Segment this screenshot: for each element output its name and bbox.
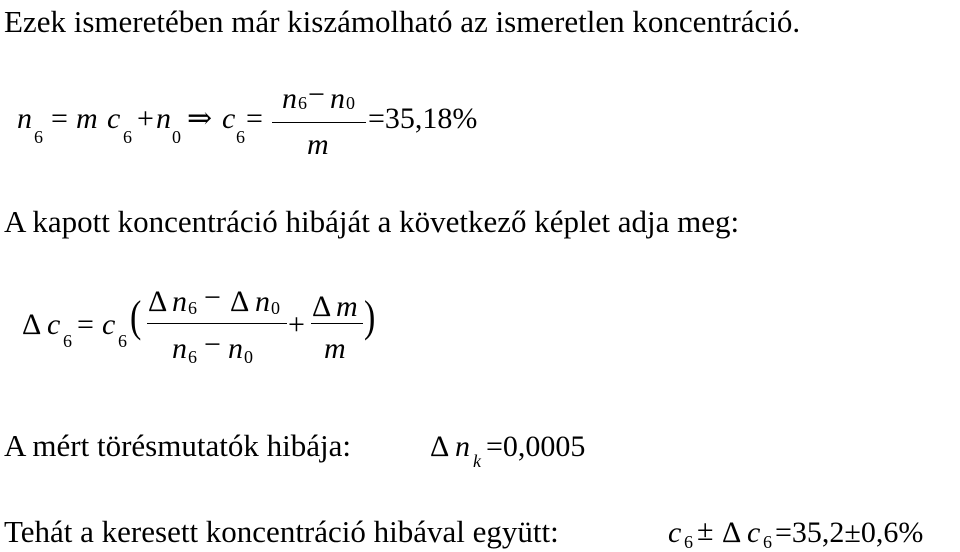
eq1-fraction-bar bbox=[272, 122, 366, 123]
eq1-num-minus: − bbox=[308, 78, 325, 111]
eq1-c-lhs: c bbox=[222, 102, 236, 135]
eq1-equals-2: = bbox=[246, 102, 263, 135]
eq2-fraction-bar-2 bbox=[311, 323, 363, 324]
eq1-sub-6b: 6 bbox=[123, 127, 132, 147]
eq2-num-n6: n bbox=[172, 285, 187, 318]
eq2-num-m: m bbox=[336, 290, 358, 323]
eq1-c: c bbox=[107, 102, 121, 135]
eq4-sub-6: 6 bbox=[684, 532, 693, 552]
eq2-sub-6b: 6 bbox=[118, 331, 127, 351]
eq1-den-m: m bbox=[307, 128, 329, 161]
error-intro-text: A kapott koncentráció hibáját a következő képlet adja meg: bbox=[4, 204, 740, 239]
eq2-num-sub-6: 6 bbox=[188, 298, 197, 318]
refr-label: A mért törésmutatók hibája: bbox=[4, 428, 351, 463]
eq4-c-2: c bbox=[747, 516, 761, 549]
eq4-c: c bbox=[668, 516, 682, 549]
eq2-left-paren: ( bbox=[130, 293, 142, 342]
eq2-den-minus: − bbox=[204, 328, 221, 361]
eq1-n0: n bbox=[156, 102, 171, 135]
eq2-sub-6: 6 bbox=[63, 331, 72, 351]
eq4-pm: ± bbox=[697, 514, 714, 547]
eq2-right-paren: ) bbox=[364, 293, 376, 342]
eq1-sub-6: 6 bbox=[34, 127, 43, 147]
eq3-sub-k: k bbox=[473, 451, 481, 471]
eq1-n: n bbox=[17, 102, 32, 135]
eq3-n: n bbox=[455, 430, 470, 463]
eq1-sub-6c: 6 bbox=[236, 127, 245, 147]
eq2-num-sub-0: 0 bbox=[271, 298, 280, 318]
eq1-m: m bbox=[76, 102, 98, 135]
eq1-sub-0: 0 bbox=[172, 127, 181, 147]
eq4-value: =35,2±0,6% bbox=[775, 516, 924, 549]
eq2-num-n0: n bbox=[255, 285, 270, 318]
eq2-num-delta-2: Δ bbox=[230, 285, 250, 318]
eq1-equals: = bbox=[51, 102, 68, 135]
eq2-den-sub-6: 6 bbox=[188, 347, 197, 367]
eq2-num-minus: − bbox=[204, 281, 221, 314]
eq1-num-n0: n bbox=[330, 82, 345, 115]
eq2-c-rhs: c bbox=[102, 308, 116, 341]
eq2-equals: = bbox=[77, 308, 94, 341]
eq2-num-delta-1: Δ bbox=[148, 285, 168, 318]
eq4-delta: Δ bbox=[722, 516, 742, 549]
eq1-implies: ⇒ bbox=[187, 102, 213, 135]
eq2-den-n6: n bbox=[172, 332, 187, 365]
eq2-den-n0: n bbox=[228, 332, 243, 365]
eq2-delta: Δ bbox=[22, 308, 42, 341]
eq1-num-n6: n bbox=[282, 82, 297, 115]
eq2-fraction-bar-1 bbox=[147, 323, 287, 324]
final-label: Tehát a keresett koncentráció hibával együtt: bbox=[4, 514, 559, 549]
intro-text: Ezek ismeretében már kiszámolható az ismeretlen koncentráció. bbox=[4, 4, 801, 39]
eq1-num-sub-6: 6 bbox=[298, 93, 307, 113]
eq1-num-sub-0: 0 bbox=[346, 93, 355, 113]
eq2-plus: + bbox=[288, 308, 305, 341]
eq4-sub-6b: 6 bbox=[763, 532, 772, 552]
eq2-den-m: m bbox=[324, 332, 346, 365]
eq2-num-delta-m: Δ bbox=[312, 290, 332, 323]
eq2-den-sub-0: 0 bbox=[244, 347, 253, 367]
eq1-result: =35,18% bbox=[368, 102, 478, 135]
eq3-delta: Δ bbox=[430, 430, 450, 463]
eq1-plus: + bbox=[137, 102, 154, 135]
eq3-value: =0,0005 bbox=[486, 430, 586, 463]
eq2-c: c bbox=[47, 308, 61, 341]
